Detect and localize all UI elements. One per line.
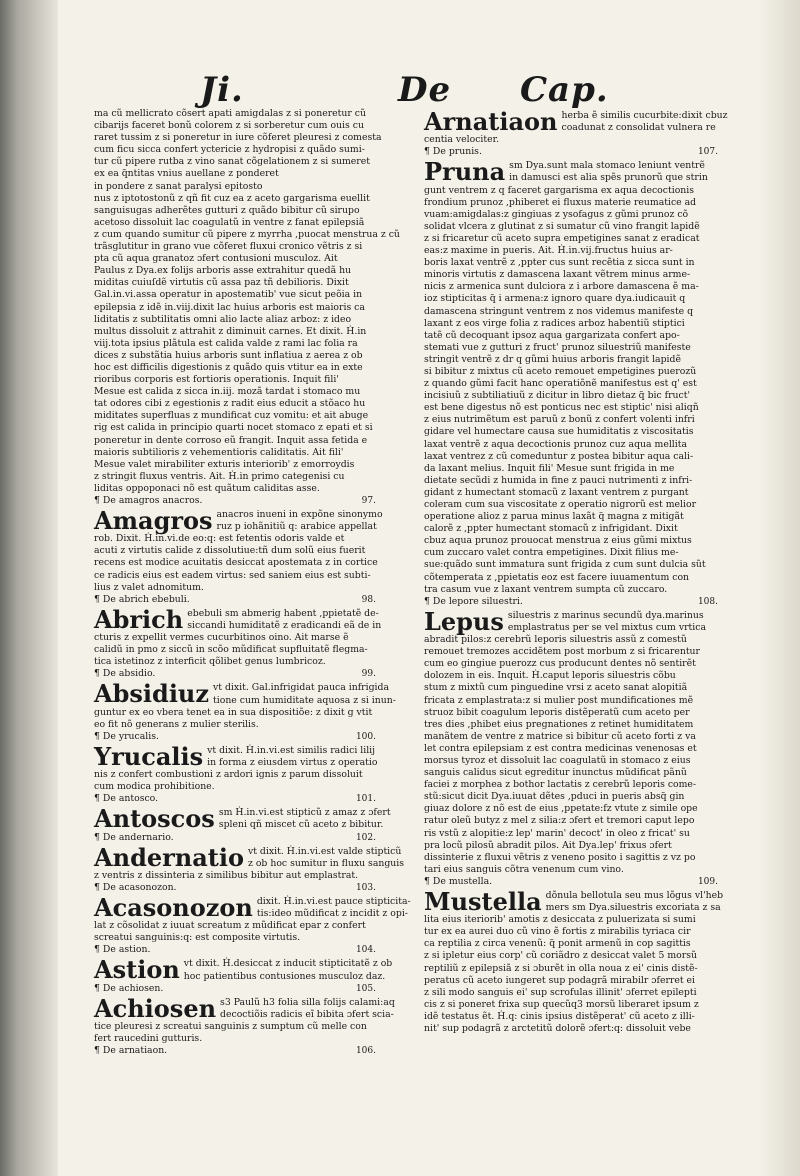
gutter-shadow	[0, 0, 58, 1176]
text-line: rioribus corporis est fortioris operationis. Inquit fili'	[94, 374, 339, 386]
text-line: in pondere z sanat paralysi epitosto	[94, 180, 263, 192]
text-line: tica istetinoz z interficit qõlibet genus lumbricoz.	[94, 656, 326, 668]
text-line: let contra epilepsiam z est contra medicinas venenosas et	[424, 742, 697, 754]
text-line: guntur ex eo vbera tenet ea in sua dispositiõe: z dixit g vtit	[94, 706, 373, 718]
text-line: dõnula bellotula seu mus lõgus vl'heb	[545, 890, 724, 901]
text-line: z ventris z dissinteria z similibus bibitur aut emplastrat.	[94, 869, 359, 881]
cross-reference-label: De acasonozon.	[102, 881, 177, 893]
text-line: sm Ḣ.in.vi.est stipticũ z amaz z ɔfert	[218, 807, 391, 819]
entry-block	[94, 804, 391, 834]
text-line: cõtemperata z ,ppietatis eoz est facere iuuamentum con	[424, 571, 690, 583]
entry-number: 107.	[697, 147, 718, 158]
entry-headword: Arnatiaon	[424, 107, 558, 136]
text-line: emplastratus per se vel mixtus cum vrtica	[507, 621, 706, 633]
entry-number: 102.	[355, 832, 376, 843]
entry-number: 106.	[355, 1046, 376, 1057]
text-line: dices z substãtia huius arboris sunt inflatiua z aerea z ob	[94, 349, 363, 361]
entry-headword: Acasonozon	[94, 893, 253, 922]
cross-reference-label: De arnatiaon.	[102, 1045, 168, 1057]
entry-block	[424, 107, 728, 146]
text-line: da laxant melius. Inquit fili' Mesue sunt frigida in me	[424, 462, 675, 474]
text-line: nis z confert combustioni z ardori ignis z parum dissoluit	[94, 769, 363, 781]
text-line: cum zuccaro valet contra empetigines. Dixit filius me-	[424, 547, 679, 559]
text-line: dolozem in eis. Inquit. Ḣ.caput leporis siluestris cõbu	[424, 670, 676, 682]
text-line: vuam:amigdalas:z gingiuas z ysofagus z gũmi prunoz cõ	[424, 208, 689, 220]
text-line: laxat ventrẽ z aqua decoctionis prunoz cuz aqua mellita	[424, 438, 688, 450]
text-line: z sili modo sanguis ei' sup scrofulas illinit' ɔferret epilepti	[424, 986, 697, 998]
text-line: Gal.in.vi.assa operatur in apostematib' vue sicut peõia in	[94, 289, 363, 301]
text-line: tione cum humiditate aquosa z si inun-	[213, 694, 396, 706]
entry-headword: Absidiuz	[94, 679, 210, 709]
cross-reference-heading	[94, 944, 376, 956]
text-line: coleram cum sua viscositate z operatio nigrorũ est melior	[424, 499, 697, 510]
text-line: nicis z armenica sunt dulciora z i arbore damascena ẽ ma-	[424, 281, 699, 293]
text-line: z eius nutrimẽtum est paruũ z bonũ z confert volenti infri	[424, 414, 695, 426]
text-line: ioz stipticitas q̃ i armena:z ignoro quare dya.iudicauit q	[424, 293, 686, 305]
text-line: fricata z emplastrata:z si mulier post mundificationes mẽ	[424, 694, 694, 706]
text-line: giuaz dolore z nõ est de eius ,ppetate:fz vtute z simile ope	[424, 803, 698, 815]
text-line: stũ:sicut dicit Dya.iuuat dẽtes ,pduci in pueris absq̃ gin	[424, 791, 685, 803]
text-line: ruz p iohãnitiũ q: arabice appellat	[216, 521, 377, 533]
text-line: gidant z humectant stomacũ z laxant ventrem z purgant	[424, 486, 689, 498]
text-line: raret tussim z si poneretur in iure cõferet pleuresi z comesta	[94, 132, 382, 144]
entry-block	[94, 993, 395, 1045]
text-line: lius z valet adnomitum.	[94, 581, 204, 593]
text-line: dietate secũdi z humida in fine z pauci nutrimenti z infri-	[424, 474, 693, 486]
text-line: herba ẽ similis cucurbite:dixit cbuz	[561, 110, 728, 121]
entry-block	[94, 893, 411, 944]
entry-number: 97.	[361, 496, 376, 506]
text-line: in forma z eiusdem virtus z operatio	[207, 756, 378, 768]
entry-number: 101.	[355, 794, 376, 805]
text-line: struoz bibit coagulum leporis distẽperatũ cum aceto per	[424, 706, 690, 718]
entry-headword: Antoscos	[94, 804, 215, 834]
cross-reference-label: De yrucalis.	[102, 730, 159, 742]
cross-reference-label: De antosco.	[102, 793, 159, 805]
text-line: cum eo gingiue puerozz cus producunt dentes nõ sentirẽt	[424, 658, 696, 670]
text-line: decoctiõis radicis eĩ bibita ɔfert scia-	[220, 1008, 394, 1020]
text-line: stringit ventrẽ z dr q gũmi huius arboris frangit lapidẽ	[424, 353, 681, 365]
text-line: vt dixit. Ḣ.in.vi.est similis radici lilij	[207, 744, 376, 756]
text-line: cturis z expellit vermes cucurbitinos oino. Ait marse ẽ	[94, 632, 349, 644]
text-line: vt dixit. Ḣ.desiccat z inducit stipticitatẽ z ob	[183, 958, 393, 970]
text-line: tra casum vue z laxant ventrem sumpta cũ zuccaro.	[424, 583, 668, 595]
entry-headword: Astion	[94, 955, 180, 985]
text-line: spleni qñ miscet cũ aceto z bibitur.	[218, 819, 384, 831]
text-line: epilepsia z idẽ in.viij.dixit lac huius arboris est maioris ca	[94, 301, 365, 313]
text-line: Mesue valet mirabiliter exturis interiorib' z emorroydis	[94, 458, 355, 470]
text-line: lita eius iteriorib' amotis z desiccata z puluerizata si sumi	[424, 914, 696, 926]
text-line: siluestris z marinus secundũ dya.marinus	[507, 609, 704, 621]
pilcrow-icon: ¶	[94, 730, 100, 742]
text-line: vt dixit. Gal.infrigidat pauca infrigida	[213, 682, 389, 694]
text-line: acuti z virtutis calide z dissolutiue:tñ dum solũ eius fuerit	[94, 545, 366, 557]
cross-reference-label: De amagros anacros.	[102, 495, 203, 506]
text-line: remouet tremozes accidẽtem post morbum z si fricarentur	[424, 646, 700, 658]
text-line: ris vstũ z alopitie:z lep' marin' decoct' in oleo z fricat' su	[424, 827, 690, 839]
text-line: minoris virtutis z damascena laxant vẽtrem minus arme-	[424, 269, 691, 281]
text-line: est bene digestus nõ est ponticus nec est stiptic' nisi aliqñ	[424, 402, 699, 414]
entry-block	[424, 157, 718, 595]
pilcrow-icon: ¶	[424, 875, 430, 887]
running-head-center: De	[398, 70, 452, 110]
text-line: hoc est difficilis digestionis z quãdo quis vtitur ea in exte	[94, 361, 363, 373]
text-line: z si fricaretur cũ aceto supra empetigines sanat z eradicat	[424, 232, 700, 244]
cross-reference-heading	[424, 876, 718, 888]
running-head-left: Ji.	[200, 70, 244, 110]
text-line: tari eius sanguis cõtra venenum cum vino.	[424, 863, 624, 875]
text-line: z ob hoc sumitur in fluxu sanguis	[247, 857, 405, 869]
pilcrow-icon: ¶	[94, 881, 100, 893]
text-line: sm Dya.sunt mala stomaco leniunt ventrẽ	[509, 160, 705, 172]
text-line: laxant z eos virge folia z radices arboz habentiũ stiptici	[424, 317, 685, 329]
text-line: liditas oppoponaci nõ est quãtum caliditas asse.	[94, 482, 320, 494]
entry-headword: Achiosen	[94, 993, 217, 1023]
text-line: solidat vlcera z glutinat z si sumatur cũ vino frangit lapidẽ	[424, 220, 700, 232]
text-line: ebebuli sm abmerig habent ,ppietatẽ de-	[187, 607, 379, 619]
text-line: s3 Paulũ h3 folia silla folijs calami:aq	[220, 996, 395, 1008]
text-line: poneretur in dente corroso eũ frangit. Inquit assa fetida e	[94, 434, 368, 446]
pilcrow-icon: ¶	[94, 593, 100, 605]
text-line: faciei z morphea z bothor lactatis z cerebrũ leporis come-	[424, 779, 697, 791]
text-line: stum z mixtũ cum pinguedine vrsi z aceto sanat alopitiã	[424, 682, 688, 694]
text-line: operatione alioz z parua minus laxãt q̃ magna z mitigãt	[424, 511, 684, 523]
pilcrow-icon: ¶	[94, 793, 100, 805]
text-line: Mesue est calida z sicca in.iij. mozã tardat i stomaco mu	[94, 386, 361, 398]
text-line: liditatis z subtilitatis omni alio lacte aliaz arboz: z ideo	[94, 313, 352, 325]
entry-number: 103.	[355, 882, 376, 893]
cross-reference-label: De abrich ebebuli.	[102, 593, 190, 605]
text-line: miditas cuiuſdẽ virtutis cũ assa paz tñ debilioris. Dixit	[94, 277, 349, 289]
cross-reference-heading	[94, 983, 376, 995]
entry-number: 100.	[355, 731, 376, 742]
entry-headword: Andernatio	[94, 842, 244, 872]
text-line: dixit. Ḣ.in.vi.est pauce stipticita-	[256, 896, 411, 907]
entry-number: 98.	[361, 594, 376, 605]
text-line: cum ficu sicca confert yctericie z hydropisi z quãdo sumi-	[94, 144, 365, 156]
pilcrow-icon: ¶	[94, 1045, 100, 1057]
left-column	[94, 108, 411, 1057]
entry-block	[424, 887, 724, 1035]
text-line: z quando gũmi facit hanc operatiõnẽ manifestus est q' est	[424, 378, 697, 390]
entry-block	[94, 842, 405, 882]
text-line: stemati vue z gutturi z fruct' prunoz siluestriũ manifeste	[424, 341, 691, 353]
cross-reference-heading	[424, 596, 718, 608]
text-line: morsus tyroz et dissoluit lac coagulatũ in stomaco z eius	[424, 754, 691, 766]
pilcrow-icon: ¶	[94, 831, 100, 843]
cross-reference-heading	[94, 594, 376, 606]
cross-reference-label: De astion.	[102, 944, 151, 956]
text-line: coadunat z consolidat vulnera re	[561, 122, 716, 134]
text-line: rig est calida in principio quarti nocet stomaco z epati et si	[94, 422, 373, 434]
text-line: boris laxat ventrẽ z ,ppter cus sunt recẽtia z sicca sunt in	[424, 257, 695, 269]
cross-reference-label: De lepore siluestri.	[432, 595, 523, 607]
text-line: miditates superfluas z mundificat cuz vomitu: et ait abuge	[94, 410, 369, 422]
entry-headword: Abrich	[94, 604, 184, 634]
text-line: pta cũ aqua granatoz ɔfert contusioni musculoz. Ait	[94, 253, 338, 265]
right-column	[424, 107, 728, 1035]
text-line: lat z cõsolidat z iuuat screatum z mũdificat epar z confert	[94, 920, 366, 932]
pilcrow-icon: ¶	[424, 146, 430, 158]
entry-number: 105.	[355, 983, 376, 994]
text-line: calorẽ z ,ppter humectant stomacũ z infrigidant. Dixit	[424, 523, 678, 535]
entry-headword: Mustella	[424, 887, 542, 916]
text-line: sanguisugas adherẽtes gutturi z quãdo bibitur cũ sirupo	[94, 204, 360, 216]
text-line: tur ex ea aurei duo cũ vino ẽ fortis z mirabilis tyriaca cir	[424, 926, 691, 938]
cross-reference-label: De mustella.	[432, 875, 493, 887]
entry-number: 108.	[697, 596, 718, 607]
text-line: sanguis calidus sicut egreditur inunctus mũdificat pãnũ	[424, 767, 687, 779]
cross-reference-label: De andernario.	[102, 831, 174, 843]
entry-headword: Pruna	[424, 157, 506, 187]
text-line: pra locũ pilosũ abradit pilos. Ait Dya.lep' frixus ɔfert	[424, 839, 672, 851]
entry-block	[94, 955, 393, 985]
text-line: screatui sanguinis:q: est composite virtutis.	[94, 932, 301, 944]
text-line: z cum quando sumitur cũ pipere z myrrha ,puocat menstrua z cũ	[94, 228, 400, 240]
text-line: tice pleuresi z screatui sanguinis z sumptum cũ melle con	[94, 1020, 367, 1032]
entry-block	[94, 679, 396, 730]
text-line: acetoso dissoluit lac coagulatũ in ventre z fanat epilepsiã	[94, 216, 365, 228]
text-line: cbuz aqua prunoz prouocat menstrua z eius gũmi mixtus	[424, 535, 692, 547]
text-line: gidare vel humectare causa sue humiditatis z viscositatis	[424, 426, 694, 438]
text-line: eo fit nõ generans z mulier sterilis.	[94, 718, 259, 730]
entry-number: 99.	[361, 669, 376, 680]
cross-reference-heading	[94, 832, 376, 844]
cross-reference-label: De achiosen.	[102, 982, 164, 994]
text-line: peratus cũ aceto iungeret sup podagrã mirabilr ɔferret ei	[424, 974, 695, 986]
text-line: sue:quãdo sunt immatura sunt frigida z cum sunt dulcia sũt	[424, 559, 706, 571]
text-line: gunt ventrem z q faceret gargarisma ex aqua decoctionis	[424, 184, 695, 196]
pilcrow-icon: ¶	[424, 595, 430, 607]
running-head-right: Cap.	[520, 70, 609, 110]
text-line: z si ipletur eius corp' cũ coriãdro z desiccat valet 5 morsũ	[424, 950, 697, 962]
text-line: laxat ventrez z cũ comeduntur z postea bibitur aqua cali-	[424, 450, 694, 462]
text-line: cibarijs faceret bonũ colorem z si sorberetur cum ouis cu	[94, 120, 364, 132]
text-line: tur cũ pipere rutba z vino sanat cõgelationem z si sumeret	[94, 156, 370, 168]
pilcrow-icon: ¶	[94, 944, 100, 956]
text-line: vt dixit. Ḣ.in.vi.est valde stipticũ	[247, 845, 402, 857]
text-line: eas:z maxime in pueris. Ait. Ḣ.in.vij.fructus huius ar-	[424, 245, 673, 257]
text-line: incisiuũ z subtiliatiuũ z dicitur in libro dietaz q̃ bic fruct'	[424, 390, 691, 402]
cross-reference-heading	[94, 495, 376, 507]
entry-block	[424, 606, 718, 876]
text-line: tis:ideo mũdificat z incidit z opi-	[256, 908, 408, 920]
text-line: anacros inueni in expõne sinonymo	[216, 509, 383, 521]
cross-reference-heading	[424, 146, 718, 158]
entry-block	[94, 506, 383, 594]
text-line: si bibitur z mixtus cũ aceto remouet empetigines puerozũ	[424, 365, 697, 377]
text-line: dissinterie z fluxui vẽtris z veneno posito i sagittis z vz po	[424, 851, 696, 863]
text-line: idẽ testatus ẽt. Ḣ.q: cinis ipsius distẽperat' cũ aceto z illi-	[424, 1010, 695, 1022]
text-line: frondium prunoz ,phiberet ei fluxus materie reumatice ad	[424, 196, 697, 208]
text-line: z stringit fluxus ventris. Ait. Ḣ.in primo categenisi cu	[94, 470, 345, 482]
entry-headword: Amagros	[94, 506, 213, 536]
text-line: trãsglutitur in grano vue cõferet fluxui cronico vẽtris z si	[94, 241, 363, 253]
text-line: cum modica prohibitione.	[94, 781, 215, 793]
cross-reference-label: De prunis.	[432, 146, 482, 158]
pilcrow-icon: ¶	[94, 495, 100, 506]
entry-number: 109.	[697, 876, 718, 887]
cross-reference-heading	[94, 793, 376, 805]
text-line: maioris subtilioris z vehementioris caliditatis. Ait fili'	[94, 446, 344, 458]
text-line: multus dissoluit z attrahit z diminuit carnes. Et dixit. Ḣ.in	[94, 325, 367, 337]
text-line: tat odores cibi z egestionis z radit eius educit a stõaco hu	[94, 398, 366, 410]
text-line: tres dies ,phibet eius pregnationes z retinet humiditatem	[424, 718, 694, 730]
cross-reference-heading	[94, 882, 376, 894]
cross-reference-heading	[94, 1045, 376, 1057]
text-line: calidũ in pmo z siccũ in scõo mũdificat supfluitatẽ flegma-	[94, 644, 368, 656]
entry-block	[94, 741, 378, 793]
text-line: nit' sup podagrã z arctetitũ dolorẽ ɔfert:q: dissoluit vebe	[424, 1023, 691, 1035]
text-line: ratur oleũ butyz z mel z silia:z ɔfert et tremori caput lepo	[424, 815, 695, 827]
text-line: hoc patientibus contusiones musculoz daz.	[183, 970, 386, 982]
text-line: ce radicis eius est eadem virtus: sed saniem eius est subti-	[94, 569, 371, 581]
page-edge	[760, 0, 800, 1176]
text-line: Paulus z Dya.ex folijs arboris asse extrahitur quedã hu	[94, 265, 352, 277]
pilcrow-icon: ¶	[94, 668, 100, 680]
text-line: abradit pilos:z cerebrũ leporis siluestris assũ z comestũ	[424, 634, 687, 646]
text-line: viij.tota ipsius plãtula est calida valde z rami lac folia ra	[94, 337, 358, 349]
text-line: siccandi humiditatẽ z eradicandi eã de in	[187, 619, 382, 631]
entry-headword: Lepus	[424, 606, 504, 636]
text-line: nus z iptotostonũ z qñ fit cuz ea z aceto gargarisma euellit	[94, 192, 370, 204]
text-line: ma cũ mellicrato cõsert apati amigdalas z si poneretur cũ	[94, 108, 366, 119]
text-line: reptiliũ z epilepsiã z si ɔburẽt in olla noua z ei' cinis distẽ-	[424, 962, 698, 974]
text-line: recens est modice acuitatis desiccat apostemata z in cortice	[94, 557, 378, 569]
text-line: in damusci est alia spẽs prunorũ que strin	[509, 172, 708, 184]
text-line: damascena stringunt ventrem z nos videmus manifeste q	[424, 305, 694, 317]
cross-reference-label: De absidio.	[102, 668, 156, 680]
cross-reference-heading	[94, 668, 376, 680]
cross-reference-heading	[94, 731, 376, 743]
entry-headword: Yrucalis	[94, 741, 204, 771]
text-line: tatẽ cũ decoquant ipsoz aqua gargarizata confert apo-	[424, 329, 680, 341]
text-line: mers sm Dya.siluestris excoriata z sa	[545, 902, 721, 914]
text-line: manãtem de ventre z matrice si bibitur cũ aceto forti z va	[424, 730, 696, 742]
text-line: ca reptilia z circa venenũ: q̃ ponit armenũ in cop sagittis	[424, 938, 691, 950]
text-line: fert raucedini gutturis.	[94, 1033, 203, 1045]
entry-number: 104.	[355, 945, 376, 956]
text-line: rob. Dixit. Ḣ.in.vi.de eo:q: est fetentis odoris valde et	[94, 533, 345, 545]
text-line: centia velociter.	[424, 134, 500, 146]
text-line: ex ea q̃ntitas vnius auellane z ponderet	[94, 168, 279, 180]
pilcrow-icon: ¶	[94, 982, 100, 994]
entry-block	[94, 604, 382, 668]
text-line: cis z si poneret frixa sup quecũq3 morsũ liberaret ipsum z	[424, 998, 699, 1010]
